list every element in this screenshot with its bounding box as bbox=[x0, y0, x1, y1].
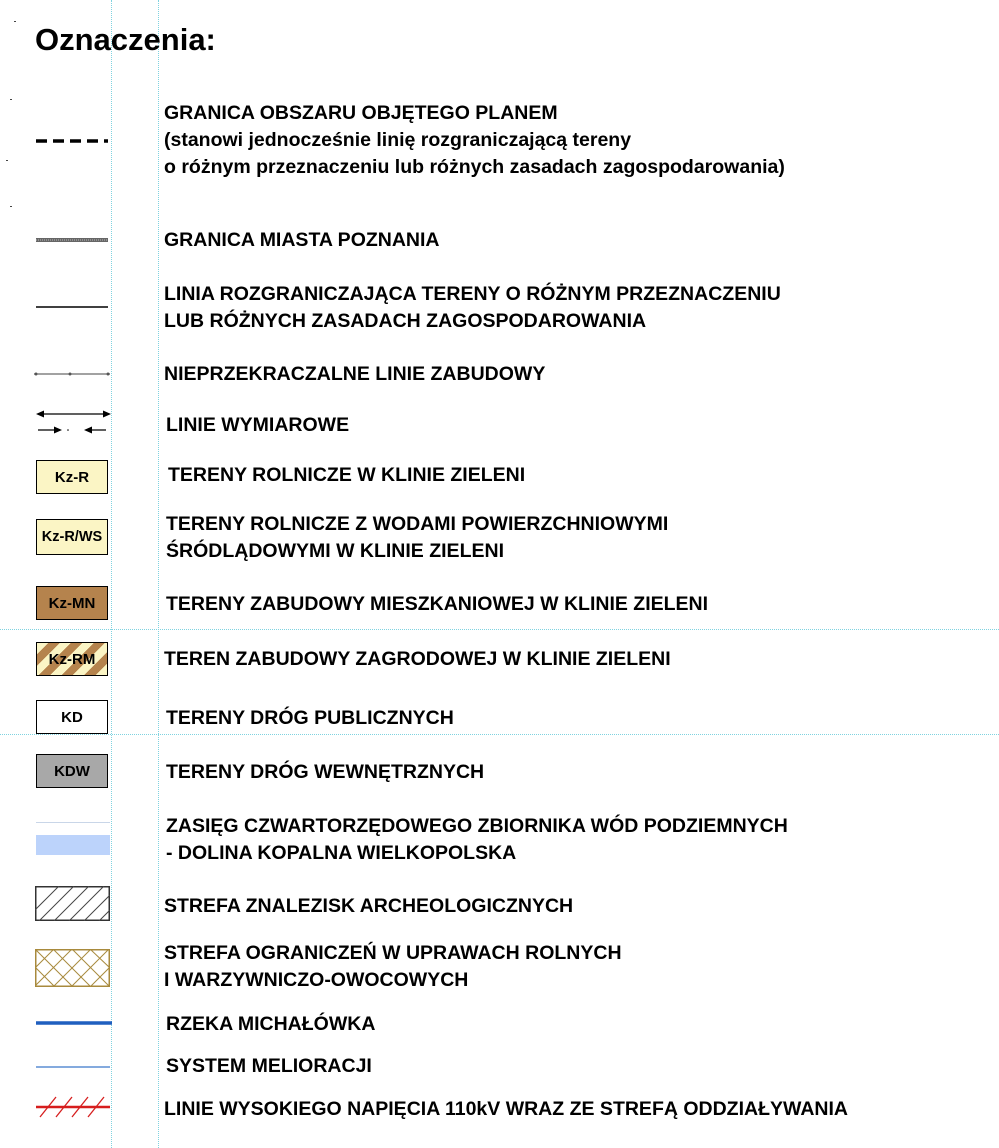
river-line-icon bbox=[36, 1019, 116, 1027]
legend-text-dividing-line: LINIA ROZGRANICZAJĄCA TERENY O RÓŻNYM PRZEZNACZENIU LUB RÓŻNYCH ZASADACH ZAGOSPODAROWANIA bbox=[164, 283, 781, 332]
crosshatch-icon bbox=[35, 949, 110, 987]
kz-r-code: Kz-R bbox=[54, 468, 90, 486]
speck bbox=[6, 160, 8, 161]
kz-r-box bbox=[36, 460, 108, 494]
guide-line bbox=[111, 0, 112, 1148]
speck bbox=[10, 99, 12, 100]
legend-text-kz-rws: TERENY ROLNICZE Z WODAMI POWIERZCHNIOWYMI ŚRÓDLĄDOWYMI W KLINIE ZIELENI bbox=[166, 513, 669, 562]
dash-dot-line-icon bbox=[34, 370, 110, 378]
kz-rws-box bbox=[36, 519, 108, 555]
dimension-arrows-icon bbox=[34, 406, 114, 436]
legend-text-kz-rm: TEREN ZABUDOWY ZAGRODOWEJ W KLINIE ZIELENI bbox=[164, 648, 671, 670]
kz-mn-code: Kz-MN bbox=[48, 594, 96, 612]
solid-line-icon bbox=[36, 304, 108, 310]
legend-text-crosshatch: STREFA OGRANICZEŃ W UPRAWACH ROLNYCH I WARZYWNICZO-OWOCOWYCH bbox=[164, 942, 622, 991]
kd-code: KD bbox=[61, 708, 83, 726]
kd-box bbox=[36, 700, 108, 734]
legend-text-plan-boundary: GRANICA OBSZARU OBJĘTEGO PLANEM (stanowi jednocześnie linię rozgraniczającą tereny o różnym przeznaczeniu lub różnych zasadach zagospodarowania) bbox=[164, 102, 785, 178]
aquifer-zone-icon bbox=[36, 822, 110, 855]
city-boundary-line-icon bbox=[36, 236, 108, 244]
page-title: Oznaczenia: bbox=[35, 22, 216, 57]
legend-text-archaeology: STREFA ZNALEZISK ARCHEOLOGICZNYCH bbox=[164, 895, 574, 917]
legend-text-aquifer: ZASIĘG CZWARTORZĘDOWEGO ZBIORNIKA WÓD PODZIEMNYCH - DOLINA KOPALNA WIELKOPOLSKA bbox=[166, 815, 788, 864]
legend-text-river: RZEKA MICHAŁÓWKA bbox=[166, 1013, 376, 1035]
speck bbox=[10, 206, 12, 207]
dashed-line-icon bbox=[36, 136, 108, 146]
legend-text-drainage: SYSTEM MELIORACJI bbox=[166, 1055, 372, 1077]
guide-line bbox=[0, 629, 999, 630]
archaeology-hatch-icon bbox=[35, 886, 110, 921]
guide-line bbox=[0, 734, 999, 735]
power-line-icon bbox=[36, 1095, 112, 1119]
legend-text-building-line: NIEPRZEKRACZALNE LINIE ZABUDOWY bbox=[164, 363, 546, 385]
speck bbox=[14, 21, 16, 22]
kz-mn-box bbox=[36, 586, 108, 620]
legend-text-city-boundary: GRANICA MIASTA POZNANIA bbox=[164, 229, 440, 251]
legend-text-kd: TERENY DRÓG PUBLICZNYCH bbox=[166, 707, 454, 729]
kz-rm-code: Kz-RM bbox=[48, 650, 96, 668]
kz-rm-box bbox=[36, 642, 108, 676]
kdw-box bbox=[36, 754, 108, 788]
kdw-code: KDW bbox=[54, 762, 90, 780]
legend-text-kz-mn: TERENY ZABUDOWY MIESZKANIOWEJ W KLINIE ZIELENI bbox=[166, 593, 709, 615]
guide-line bbox=[158, 0, 159, 1148]
legend-text-dimension-lines: LINIE WYMIAROWE bbox=[166, 414, 350, 436]
legend-text-kdw: TERENY DRÓG WEWNĘTRZNYCH bbox=[166, 761, 485, 783]
legend-text-power-line: LINIE WYSOKIEGO NAPIĘCIA 110kV WRAZ ZE STREFĄ ODDZIAŁYWANIA bbox=[164, 1098, 849, 1120]
drainage-line-icon bbox=[36, 1064, 112, 1070]
kz-rws-code: Kz-R/WS bbox=[41, 529, 103, 545]
legend-text-kz-r: TERENY ROLNICZE W KLINIE ZIELENI bbox=[168, 464, 526, 486]
